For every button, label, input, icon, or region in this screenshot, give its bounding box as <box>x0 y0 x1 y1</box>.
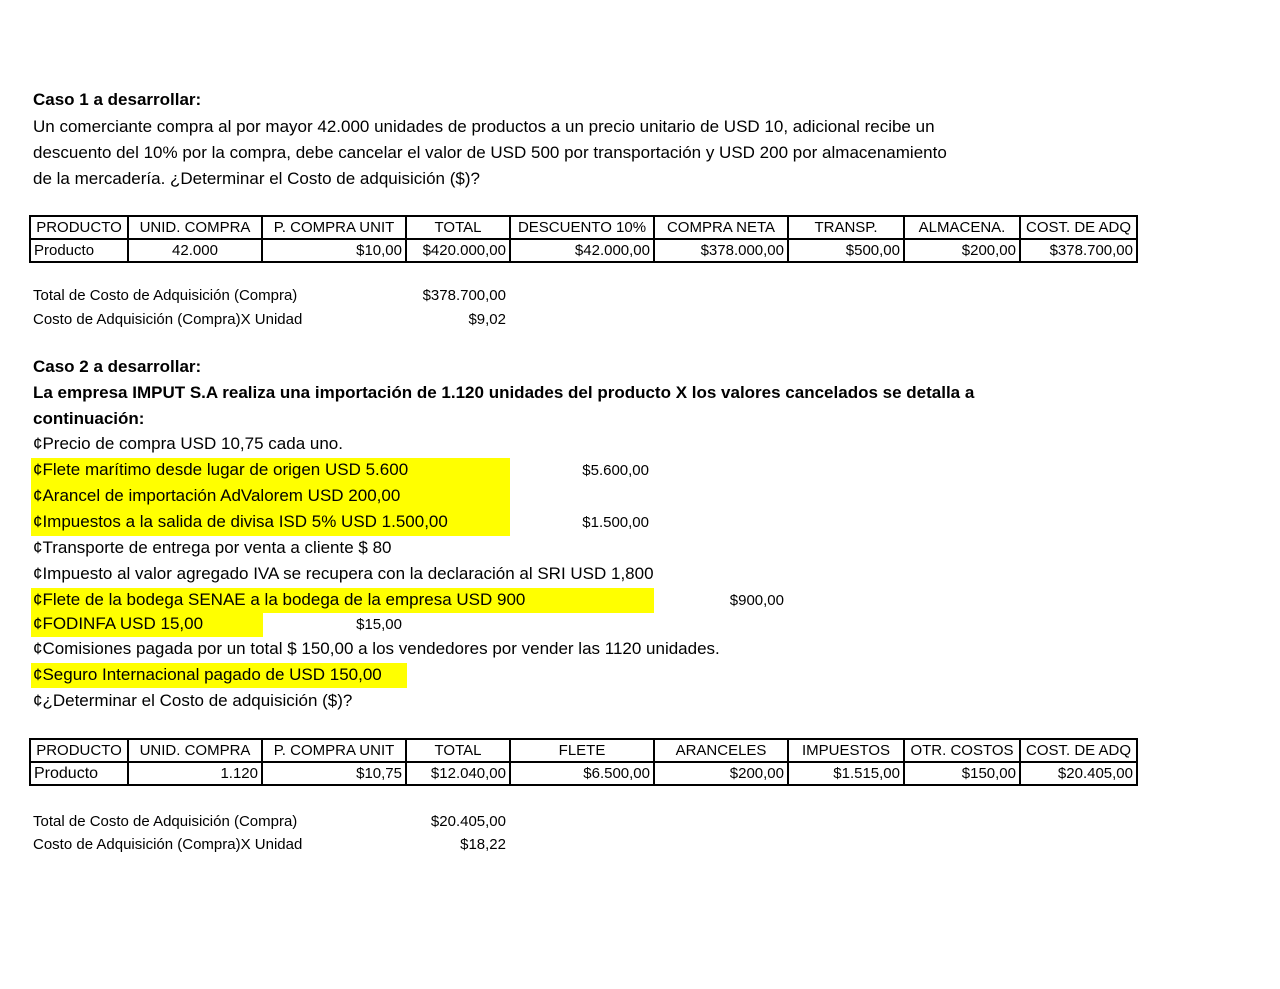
table-cell: Producto <box>30 239 128 262</box>
case1-unit-value: $9,02 <box>468 311 506 328</box>
table-cell: $378.000,00 <box>654 239 788 262</box>
case2-table <box>29 738 1138 786</box>
table-cell: 1.120 <box>128 762 262 785</box>
header-cell: TOTAL <box>406 739 510 762</box>
table-cell: $42.000,00 <box>510 239 654 262</box>
table-cell: $200,00 <box>904 239 1020 262</box>
table-cell: $20.405,00 <box>1020 762 1137 785</box>
case1-title: Caso 1 a desarrollar: <box>33 90 202 109</box>
table-cell: $500,00 <box>788 239 904 262</box>
header-cell: ARANCELES <box>654 739 788 762</box>
header-cell: COST. DE ADQ <box>1020 216 1137 239</box>
case2-item: ¢Comisiones pagada por un total $ 150,00 a los vendedores por vender las 1120 unidades. <box>33 639 720 658</box>
case2-item: ¢Transporte de entrega por venta a cliente $ 80 <box>33 538 392 557</box>
table-cell: $1.515,00 <box>788 762 904 785</box>
table-cell: Producto <box>30 762 128 785</box>
table-cell: $6.500,00 <box>510 762 654 785</box>
case1-table <box>29 215 1138 263</box>
table-cell: 42.000 <box>128 239 262 262</box>
table-row <box>30 239 1137 262</box>
header-cell: DESCUENTO 10% <box>510 216 654 239</box>
header-cell: IMPUESTOS <box>788 739 904 762</box>
header-cell: UNID. COMPRA <box>128 216 262 239</box>
header-cell: FLETE <box>510 739 654 762</box>
table-cell: $378.700,00 <box>1020 239 1137 262</box>
table-header-row <box>30 216 1137 239</box>
header-cell: TRANSP. <box>788 216 904 239</box>
case2-item-value: $1.500,00 <box>582 514 649 531</box>
table-cell: $12.040,00 <box>406 762 510 785</box>
table-header-row <box>30 739 1137 762</box>
table-cell: $150,00 <box>904 762 1020 785</box>
case2-total-value: $20.405,00 <box>430 813 506 830</box>
case2-title: Caso 2 a desarrollar: <box>33 357 202 376</box>
table-cell: $420.000,00 <box>406 239 510 262</box>
case2-item: ¢Arancel de importación AdValorem USD 200,00 <box>33 486 401 505</box>
header-cell: OTR. COSTOS <box>904 739 1020 762</box>
header-cell: COST. DE ADQ <box>1020 739 1137 762</box>
case2-item: ¢Seguro Internacional pagado de USD 150,00 <box>33 665 382 684</box>
header-cell: COMPRA NETA <box>654 216 788 239</box>
table-cell: $200,00 <box>654 762 788 785</box>
header-cell: PRODUCTO <box>30 216 128 239</box>
header-cell: TOTAL <box>406 216 510 239</box>
case2-intro-2: continuación: <box>33 409 145 428</box>
case2-total-label: Total de Costo de Adquisición (Compra) <box>33 813 298 830</box>
header-cell: P. COMPRA UNIT <box>262 739 406 762</box>
case1-total-value: $378.700,00 <box>422 287 506 304</box>
table-row <box>30 762 1137 785</box>
case2-item: ¢¿Determinar el Costo de adquisición ($)? <box>33 691 353 710</box>
case2-item: ¢Impuestos a la salida de divisa ISD 5% USD 1.500,00 <box>33 512 448 531</box>
case1-total-label: Total de Costo de Adquisición (Compra) <box>33 287 298 304</box>
case2-unit-value: $18,22 <box>460 836 506 853</box>
case2-item-value: $15,00 <box>356 616 402 633</box>
case2-item: ¢Impuesto al valor agregado IVA se recupera con la declaración al SRI USD 1,800 <box>33 564 654 583</box>
case2-unit-label: Costo de Adquisición (Compra)X Unidad <box>33 836 303 853</box>
case2-item-value: $900,00 <box>729 592 784 609</box>
table-cell: $10,75 <box>262 762 406 785</box>
table-cell: $10,00 <box>262 239 406 262</box>
case2-item: ¢FODINFA USD 15,00 <box>33 614 204 633</box>
case2-item: ¢Flete de la bodega SENAE a la bodega de la empresa USD 900 <box>33 590 526 609</box>
header-cell: P. COMPRA UNIT <box>262 216 406 239</box>
header-cell: ALMACENA. <box>904 216 1020 239</box>
case1-unit-label: Costo de Adquisición (Compra)X Unidad <box>33 311 303 328</box>
case2-item-value: $5.600,00 <box>582 462 649 479</box>
case1-line-3: de la mercadería. ¿Determinar el Costo de adquisición ($)? <box>33 169 480 188</box>
case2-item: ¢Flete marítimo desde lugar de origen USD 5.600 <box>33 460 409 479</box>
header-cell: PRODUCTO <box>30 739 128 762</box>
case1-line-1: Un comerciante compra al por mayor 42.000 unidades de productos a un precio unitario de USD 10, adicional recibe un <box>33 117 935 136</box>
header-cell: UNID. COMPRA <box>128 739 262 762</box>
case1-line-2: descuento del 10% por la compra, debe cancelar el valor de USD 500 por transportación y USD 200 por almacenamiento <box>33 143 947 162</box>
case2-item: ¢Precio de compra USD 10,75 cada uno. <box>33 434 343 453</box>
case2-intro-1: La empresa IMPUT S.A realiza una importación de 1.120 unidades del producto X los valores cancelados se detalla a <box>33 383 975 402</box>
